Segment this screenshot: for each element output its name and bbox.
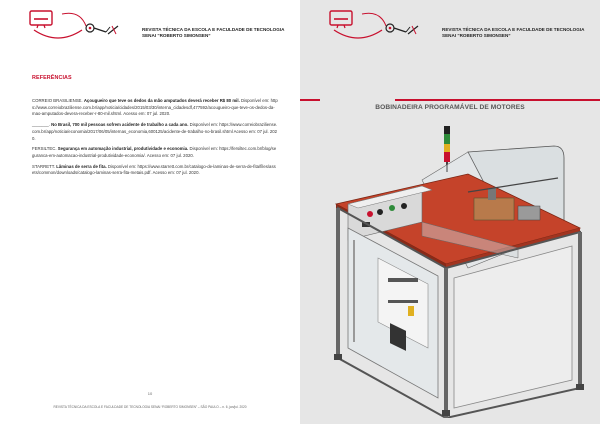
front-panel: [454, 246, 572, 408]
signal-light-top: [444, 126, 450, 134]
page-number: 10: [147, 391, 153, 396]
journal-logo-icon: [328, 8, 424, 48]
journal-logo-icon: [28, 8, 124, 48]
journal-name: REVISTA TÉCNICA DA ESCOLA E FACULDADE DE TECNOLOGIA: [142, 27, 285, 32]
right-page: [300, 0, 600, 424]
journal-header: [442, 27, 592, 39]
signal-light-yellow: [444, 144, 450, 152]
article-title: BOBINADEIRA PROGRAMÁVEL DE MOTORES: [375, 104, 525, 111]
accent-divider: [395, 99, 600, 101]
winding-mechanism: [474, 198, 514, 220]
signal-light-green: [444, 134, 450, 144]
reference-item: CORREIO BRASILIENSE. Açougueiro que teve os dedos da mão amputados deverá receber R$ 80 mil. Disponível em: https://www.correiobraziliense.com.br/app/noticia/cidades/2015/03/30/interna_cidadesdf,477592/acougueiro-que-teve-os-dedos-da-mao-amputados-devera-receber-r-80-mil.shtml. Acesso em: 07 jul. 2020.: [32, 98, 278, 117]
journal-school: SENAI “ROBERTO SIMONSEN”: [142, 33, 211, 38]
journal-name: REVISTA TÉCNICA DA ESCOLA E FACULDADE DE TECNOLOGIA: [442, 27, 585, 32]
journal-school: SENAI “ROBERTO SIMONSEN”: [442, 33, 511, 38]
signal-light-red: [444, 152, 450, 162]
accent-divider: [300, 99, 320, 101]
references-title: REFERÊNCIAS: [32, 75, 72, 81]
page-footer: REVISTA TÉCNICA DA ESCOLA E FACULDADE DE TECNOLOGIA SENAI “ROBERTO SIMONSEN” – SÃO PAULO – n. 6, jan/jul. 2020: [53, 405, 247, 409]
winding-machine-illustration: [318, 118, 594, 418]
reference-item: FERSILTEC. Segurança em automação industrial, produtividade e economia. Disponível em: https://fersiltec.com.br/blog/seguranca-em-automacao-industrial-produtividade-economia/. Acesso em: 07 jul. 2020.: [32, 146, 277, 158]
reference-item: STARRETT. Lâminas de serra de fita. Disponível em: https://www.starrett.com.br/catalogo-de-laminas-de-serra-de-fita/files/assets/common/downloads/catalogo-laminas-serra-fita-metais.pdf. Acesso em: 07 jul. 2020.: [32, 163, 276, 176]
journal-header: [142, 27, 292, 39]
references-list: [32, 98, 278, 181]
reference-item: _______. No Brasil, 700 mil pessoas sofrem acidente de trabalho a cada ano. Disponível em: https://www.correiobraziliense.com.br/app/noticia/economia/2017/06/05/internas_economia,600125/acidente-de-trabalho-no-brasil.shtml Acesso em: 07 jul. 2020.: [32, 122, 278, 141]
